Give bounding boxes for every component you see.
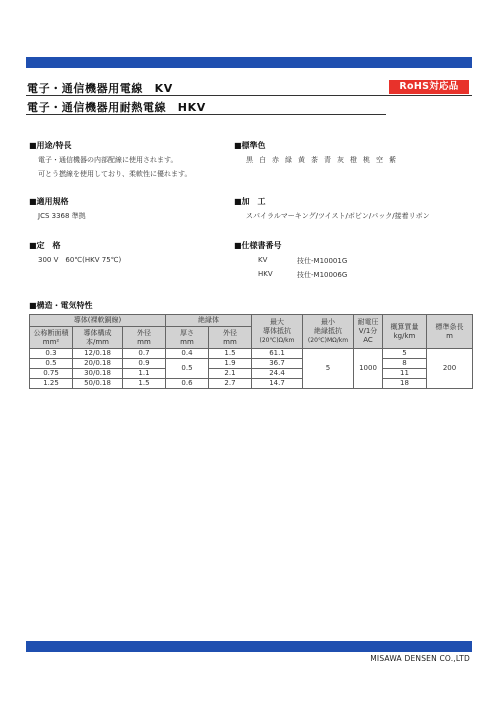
table-row bbox=[30, 359, 473, 369]
th-unit: (20℃)MΩ/km bbox=[307, 337, 349, 344]
title-underline-2 bbox=[26, 114, 386, 115]
page-title-hkv: 電子・通信機器用耐熱電線 HKV bbox=[27, 101, 206, 114]
cell-length: 200 bbox=[427, 349, 473, 389]
th-label: 導体構成 bbox=[83, 328, 112, 337]
cell-strand: 20/0.18 bbox=[73, 359, 123, 369]
th-label: V/1分 bbox=[358, 327, 378, 335]
cell-strand: 12/0.18 bbox=[73, 349, 123, 359]
cell-voltage: 1000 bbox=[354, 349, 383, 389]
th-unit: kg/km bbox=[393, 331, 416, 340]
table-row bbox=[30, 369, 473, 379]
rating-text: 300 V 60℃(HKV 75℃) bbox=[38, 256, 122, 264]
processing-heading: ■加 工 bbox=[234, 197, 266, 206]
th-strand bbox=[73, 327, 123, 349]
th-min-insulation bbox=[303, 315, 354, 349]
rohs-badge: RoHS対応品 bbox=[389, 80, 469, 94]
cell-area: 0.3 bbox=[30, 349, 73, 359]
th-unit: m bbox=[446, 331, 453, 340]
th-unit: (20℃)Ω/km bbox=[259, 337, 295, 344]
th-thickness bbox=[166, 327, 209, 349]
top-brand-bar bbox=[26, 57, 472, 68]
table-row bbox=[30, 349, 473, 359]
th-unit: mm bbox=[223, 337, 237, 346]
spec-table bbox=[29, 314, 473, 389]
th-label: 導体抵抗 bbox=[263, 327, 291, 335]
cell-thickness: 0.6 bbox=[166, 379, 209, 389]
cell-strand: 50/0.18 bbox=[73, 379, 123, 389]
th-label: 標準条長 bbox=[435, 322, 464, 331]
spec-doc-value: 技仕-M10006G bbox=[297, 271, 348, 279]
cell-conductor-od: 1.1 bbox=[123, 369, 166, 379]
colors-text: 黒白赤緑黄茶青灰橙桃空紫 bbox=[246, 156, 402, 164]
th-unit: mm bbox=[137, 337, 151, 346]
cell-mass: 8 bbox=[383, 359, 427, 369]
spec-doc-row-kv bbox=[258, 256, 347, 266]
cell-max-resistance: 36.7 bbox=[252, 359, 303, 369]
table-heading: ■構造・電気特性 bbox=[29, 301, 93, 310]
spec-doc-name: KV bbox=[258, 256, 268, 264]
cell-thickness: 0.5 bbox=[166, 359, 209, 379]
th-max-resistance bbox=[252, 315, 303, 349]
cell-conductor-od: 1.5 bbox=[123, 379, 166, 389]
table-row bbox=[30, 379, 473, 389]
processing-text: スパイラルマーキング/ツイスト/ボビン/パック/接着リボン bbox=[246, 212, 430, 220]
bottom-brand-bar bbox=[26, 641, 472, 652]
th-label: 厚さ bbox=[180, 328, 194, 337]
cell-conductor-od: 0.7 bbox=[123, 349, 166, 359]
th-label: 絶縁抵抗 bbox=[314, 327, 342, 335]
th-label: 最大 bbox=[270, 318, 284, 326]
th-conductor-group: 導体(裸軟銅線) bbox=[30, 315, 166, 327]
rating-heading: ■定 格 bbox=[29, 241, 61, 250]
th-area bbox=[30, 327, 73, 349]
company-name: MISAWA DENSEN CO.,LTD bbox=[370, 654, 470, 663]
cell-insulation-od: 1.9 bbox=[209, 359, 252, 369]
th-unit: AC bbox=[363, 336, 373, 344]
th-length bbox=[427, 315, 473, 349]
th-insulation-group: 絶縁体 bbox=[166, 315, 252, 327]
usage-line-2: 可とう撚線を使用しており、柔軟性に優れます。 bbox=[38, 170, 192, 178]
cell-insulation-od: 2.1 bbox=[209, 369, 252, 379]
th-unit: mm² bbox=[42, 337, 60, 346]
th-label: 外径 bbox=[223, 328, 237, 337]
cell-area: 1.25 bbox=[30, 379, 73, 389]
usage-heading: ■用途/特長 bbox=[29, 141, 72, 150]
th-unit: 本/mm bbox=[86, 337, 109, 346]
spec-doc-value: 技仕-M10001G bbox=[297, 257, 348, 265]
th-label: 最小 bbox=[321, 318, 335, 326]
cell-min-insulation: 5 bbox=[303, 349, 354, 389]
cell-thickness: 0.4 bbox=[166, 349, 209, 359]
cell-conductor-od: 0.9 bbox=[123, 359, 166, 369]
th-insulation-od bbox=[209, 327, 252, 349]
cell-mass: 18 bbox=[383, 379, 427, 389]
cell-max-resistance: 61.1 bbox=[252, 349, 303, 359]
cell-strand: 30/0.18 bbox=[73, 369, 123, 379]
spec-doc-name: HKV bbox=[258, 270, 273, 278]
th-unit: mm bbox=[180, 337, 194, 346]
colors-heading: ■標準色 bbox=[234, 141, 266, 150]
cell-area: 0.5 bbox=[30, 359, 73, 369]
th-label: 公称断面積 bbox=[33, 328, 69, 337]
th-label: 概算質量 bbox=[390, 322, 419, 331]
cell-mass: 5 bbox=[383, 349, 427, 359]
standard-heading: ■適用規格 bbox=[29, 197, 69, 206]
th-label: 外径 bbox=[137, 328, 151, 337]
usage-line-1: 電子・通信機器の内部配線に使用されます。 bbox=[38, 156, 178, 164]
cell-insulation-od: 1.5 bbox=[209, 349, 252, 359]
cell-max-resistance: 14.7 bbox=[252, 379, 303, 389]
th-label: 耐電圧 bbox=[357, 318, 379, 326]
page-title-kv: 電子・通信機器用電線 KV bbox=[27, 82, 173, 95]
th-conductor-od bbox=[123, 327, 166, 349]
cell-area: 0.75 bbox=[30, 369, 73, 379]
th-voltage bbox=[354, 315, 383, 349]
cell-max-resistance: 24.4 bbox=[252, 369, 303, 379]
cell-insulation-od: 2.7 bbox=[209, 379, 252, 389]
cell-mass: 11 bbox=[383, 369, 427, 379]
title-underline-1 bbox=[26, 95, 472, 96]
spec-doc-row-hkv bbox=[258, 270, 347, 280]
spec-doc-heading: ■仕様書番号 bbox=[234, 241, 282, 250]
standard-text: JCS 3368 準拠 bbox=[38, 212, 86, 220]
th-mass bbox=[383, 315, 427, 349]
